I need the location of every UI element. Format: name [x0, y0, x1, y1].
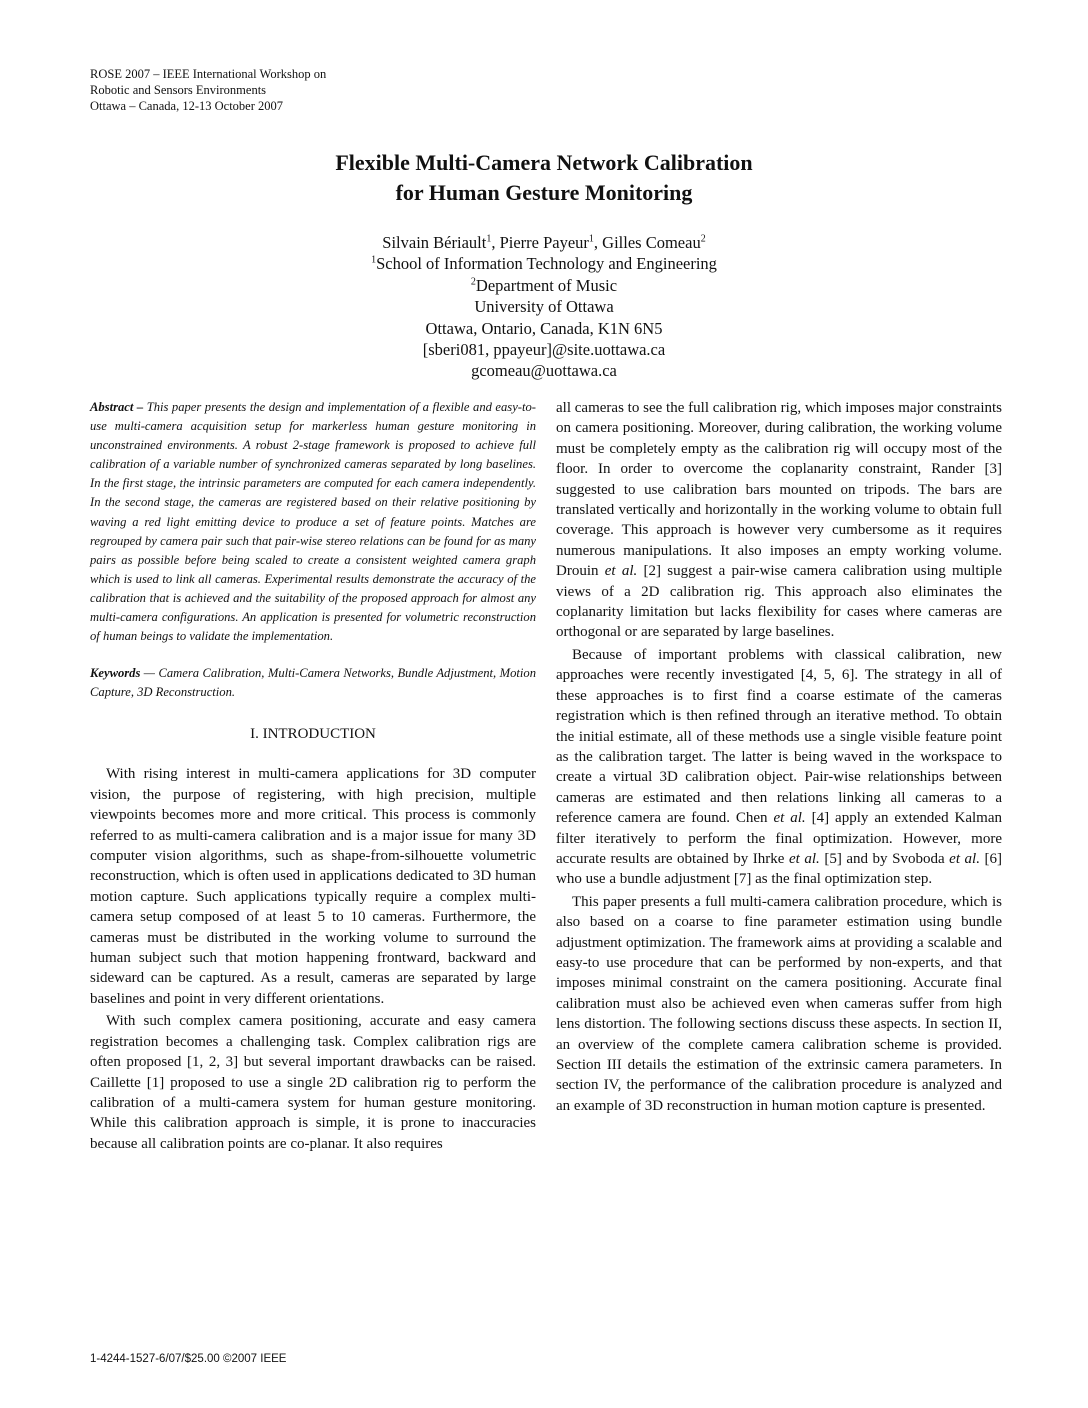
text-run: [4] apply an extended Kalman filter iteratively to perform the final optimization. However, more accurate results are obtained by Ihrke	[556, 810, 1002, 867]
text-run: [2] suggest a pair-wise camera calibration using multiple views of a 2D calibration rig. This approach also eliminates the coplanarity limitation but lacks flexibility for cases where cameras are orthogonal or are separated by large baselines.	[556, 563, 1002, 641]
keywords-text: Camera Calibration, Multi-Camera Networks, Bundle Adjustment, Motion Capture, 3D Reconstruction.	[90, 666, 536, 700]
conference-header	[90, 66, 326, 114]
affiliation-2	[0, 275, 1088, 296]
keywords-label: Keywords	[90, 666, 141, 681]
paper-title-line-1: Flexible Multi-Camera Network Calibration	[335, 150, 753, 175]
text-run: Because of important problems with classical calibration, new approaches were recently investigated [4, 5, 6]. The strategy in all of these approaches is to first find a coarse estimate of the cameras registration which is then refined through an iterative method. To obtain the initial estimate, all of these methods use a single visible feature point as the calibration target. The latter is being waved in the workspace to create a virtual 3D calibration object. Pair-wise relationships between cameras are estimated and then relations linking all cameras to a reference camera are found. Chen	[556, 646, 1002, 827]
abstract-text: This paper presents the design and implementation of a flexible and easy-to-use multi-camera acquisition setup for markerless human gesture monitoring in unconstrained environments. A robust 2-stage framework is proposed to achieve full calibration of a variable number of synchronized cameras separated by long baselines. In the first stage, the intrinsic parameters are computed for each camera independently. In the second stage, the cameras are registered based on their relative positioning by waving a red light emitting device to produce a set of feature points. Matches are regrouped by camera pair such that pair-wise stereo relations can be found for as many pairs as possible before being scaled to create a consistent weighted camera graph which is used to link all cameras. Experimental results demonstrate the accuracy of the calibration that is achieved and the suitability of the proposed approach for almost any multi-camera configurations. An application is presented for volumetric reconstruction of human beings to validate the implementation.	[90, 400, 536, 644]
text-run: [5] and by Svoboda	[819, 850, 950, 867]
abstract	[90, 398, 536, 646]
affiliation-1-text: School of Information Technology and Engineering	[376, 254, 717, 274]
affiliation-1-mark: 1	[371, 254, 377, 266]
keywords: Keywords — Camera Calibration, Multi-Camera Networks, Bundle Adjustment, Motion Capture, 3D Reconstruction.	[90, 666, 536, 700]
left-column	[90, 398, 536, 1154]
email-1: [sberi081, ppayeur]@site.uottawa.ca	[422, 340, 666, 360]
author-sep-1: ,	[491, 233, 500, 252]
university: University of Ottawa	[474, 297, 614, 317]
conference-line-3: Ottawa – Canada, 12-13 October 2007	[90, 99, 283, 113]
author-1-affil: 1	[486, 233, 492, 245]
address: Ottawa, Ontario, Canada, K1N 6N5	[425, 318, 663, 338]
author-3: Gilles Comeau	[602, 233, 701, 252]
text-run: all cameras to see the full calibration rig, which imposes major constraints on camera positioning. Moreover, during calibration, the working volume must be completely empty as the calibration rig will occupy most of the floor. In order to overcome the coplanarity constraint, Rander [3] suggested to use calibration bars mounted on tripods. The bars are translated vertically and horizontally in the working volume to obtain full coverage. This approach is however very cumbersome as it requires numerous manipulations. It also imposes an empty working volume. Drouin	[556, 400, 1002, 580]
author-2: Pierre Payeur	[499, 233, 589, 252]
author-1: Silvain Bériault	[382, 233, 487, 252]
author-block	[0, 232, 1088, 382]
author-sep-2: ,	[593, 233, 603, 252]
text-run: [6] who use a bundle adjustment [7] as the final optimization step.	[556, 850, 1002, 888]
intro-paragraph-2-continued	[556, 398, 1002, 643]
email-2: gcomeau@uottawa.ca	[471, 361, 617, 381]
section-heading-introduction: I. INTRODUCTION	[250, 726, 376, 743]
intro-paragraph-1: With rising interest in multi-camera applications for 3D computer vision, the purpose of registering, with high precision, multiple viewpoints becomes more and more critical. This process is commonly referred to as multi-camera calibration and is a major issue for many 3D computer vision algorithms, such as shape-from-silhouette volumetric reconstruction, which is often used in applications dedicated to 3D human motion capture. Such applications typically require a complex multi-camera setup composed of at least 5 to 10 cameras. Furthermore, the cameras must be distributed in the working volume to surround the human subject such that motion happening frontward, backward and sideward can be captured. As a result, cameras are separated by large baselines and point in very different orientations.	[90, 766, 536, 1007]
affiliation-2-mark: 2	[470, 276, 476, 288]
author-2-affil: 1	[588, 233, 594, 245]
paper-title-line-2: for Human Gesture Monitoring	[395, 180, 693, 205]
author-list	[0, 232, 1088, 253]
conference-line-2: Robotic and Sensors Environments	[90, 83, 267, 97]
copyright-footer: 1-4244-1527-6/07/$25.00 ©2007 IEEE	[90, 1353, 287, 1365]
affiliation-1	[0, 253, 1088, 274]
affiliation-2-text: Department of Music	[475, 275, 618, 295]
abstract-label: Abstract –	[90, 400, 144, 414]
conference-line-1: ROSE 2007 – IEEE International Workshop on	[90, 67, 327, 81]
intro-paragraph-2: With such complex camera positioning, accurate and easy camera registration becomes a challenging task. Complex calibration rigs are often proposed [1, 2, 3] but several important drawbacks can be raised. Caillette [1] proposed to use a single 2D calibration rig to perform the calibration of a multi-camera system for human gesture monitoring. While this calibration approach is simple, it is prone to inaccuracies because all calibration points are co-planar. It also requires	[90, 1013, 536, 1152]
et-al: et al.	[604, 563, 638, 580]
right-column	[556, 398, 1002, 1116]
et-al: et al.	[949, 850, 980, 867]
author-3-affil: 2	[700, 233, 706, 245]
intro-paragraph-3	[556, 645, 1002, 890]
et-al: et al.	[773, 810, 806, 827]
paper-title	[0, 148, 1088, 208]
et-al: et al.	[788, 850, 820, 867]
intro-paragraph-4: This paper presents a full multi-camera calibration procedure, which is also based on a coarse to fine parameter estimation using bundle adjustment optimization. The framework aims at providing a scalable and easy-to use procedure that can be performed by non-experts, and that imposes minimal constraint on the camera positioning. Accurate final calibration must also be achieved even when cameras suffer from high lens distortion. The following sections discuss these aspects. In section II, an overview of the complete camera calibration scheme is provided. Section III details the estimation of the extrinsic camera parameters. In section IV, the performance of the calibration procedure is analyzed and an example of 3D reconstruction in human motion capture is presented.	[556, 893, 1002, 1114]
